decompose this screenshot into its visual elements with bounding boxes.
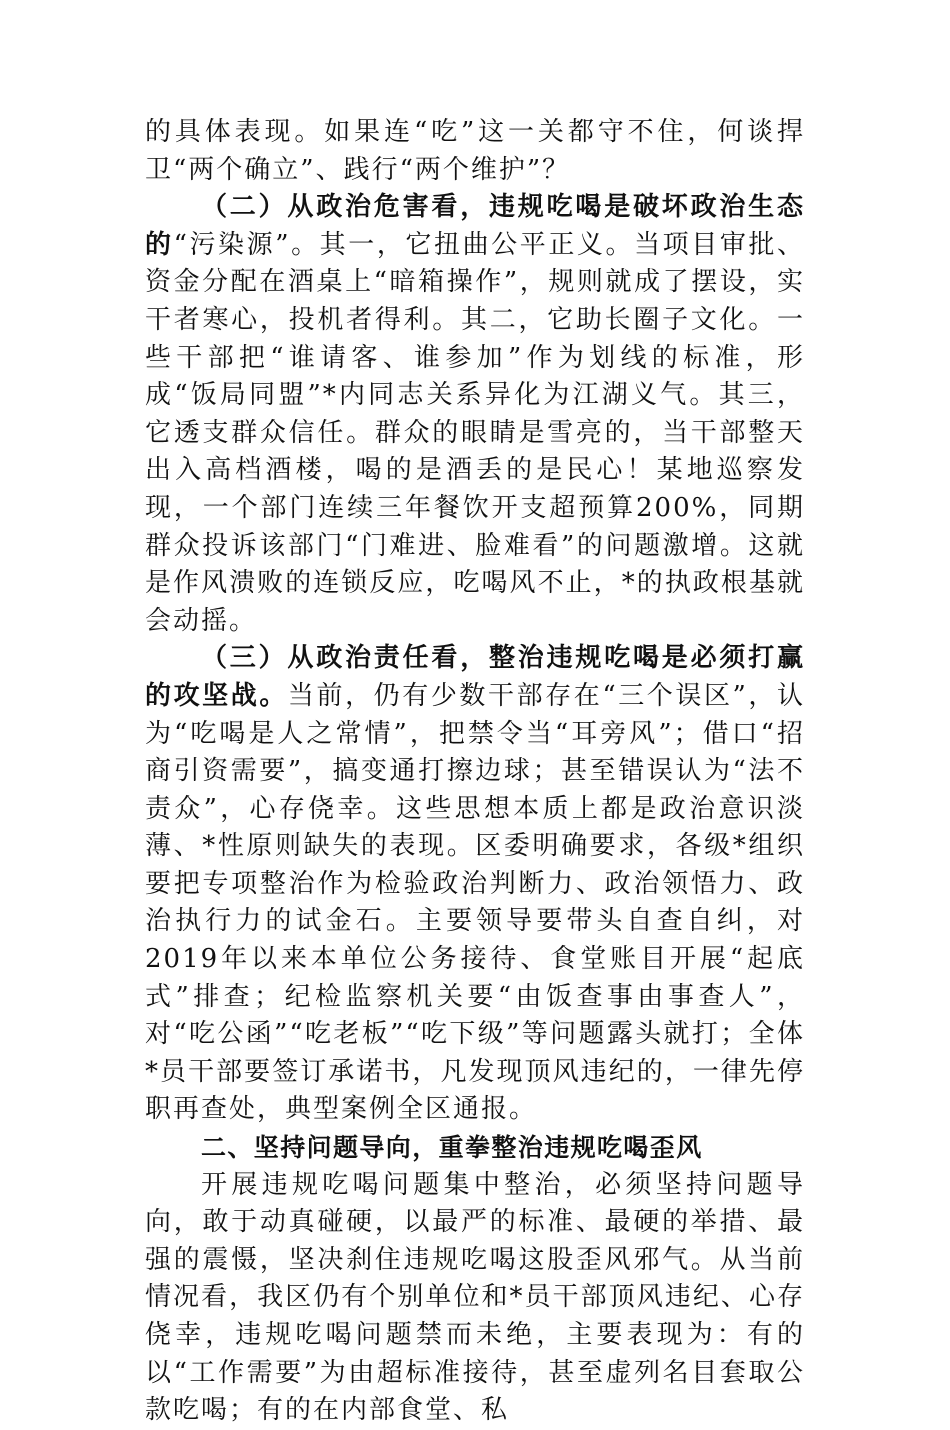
paragraph-lead-bold: （二）从政治危害看，违规吃喝是破坏政治生态的: [145, 192, 805, 260]
paragraph-political-harm: [145, 189, 805, 640]
paragraph-body-text: “污染源”。其一，它扭曲公平正义。当项目审批、资金分配在酒桌上“暗箱操作”，规则就成了摆设，实干者寒心，投机者得利。其二，它助长圈子文化。一些干部把“谁请客、谁参加”作为划线的标准，形成“饭局同盟”*内同志关系异化为江湖义气。其三，它透支群众信任。群众的眼睛是雪亮的，当干部整天出入高档酒楼，喝的是酒丢的是民心！某地巡察发现，一个部门连续三年餐饮开支超预算200%，同期群众投诉该部门“门难进、脸难看”的问题激增。这就是作风溃败的连锁反应，吃喝风不止，*的执政根基就会动摇。: [145, 229, 805, 636]
paragraph-problem-oriented: 开展违规吃喝问题集中整治，必须坚持问题导向，敢于动真碰硬，以最严的标准、最硬的举措、最强的震慑，坚决刹住违规吃喝这股歪风邪气。从当前情况看，我区仍有个别单位和*员干部顶风违纪、心存侥幸，违规吃喝问题禁而未绝，主要表现为：有的以“工作需要”为由超标准接待，甚至虚列名目套取公款吃喝；有的在内部食堂、私: [145, 1169, 805, 1426]
paragraph-body-text: 当前，仍有少数干部存在“三个误区”，认为“吃喝是人之常情”，把禁令当“耳旁风”；借口“招商引资需要”，搞变通打擦边球；甚至错误认为“法不责众”，心存侥幸。这些思想本质上都是政治意识淡薄、*性原则缺失的表现。区委明确要求，各级*组织要把专项整治作为检验政治判断力、政治领悟力、政治执行力的试金石。主要领导要带头自查自纠，对2019年以来本单位公务接待、食堂账目开展“起底式”排查；纪检监察机关要“由饭查事由事查人”，对“吃公函”“吃老板”“吃下级”等问题露头就打；全体*员干部要签订承诺书，凡发现顶风违纪的，一律先停职再查处，典型案例全区通报。: [145, 680, 805, 1125]
paragraph-continuation: 的具体表现。如果连“吃”这一关都守不住，何谈捍卫“两个确立”、践行“两个维护”？: [145, 117, 805, 185]
paragraph-lead-bold: （三）从政治责任看，整治违规吃喝是必须打赢的攻坚战。: [145, 643, 805, 711]
paragraph-political-responsibility: [145, 640, 805, 1129]
section-heading: 二、坚持问题导向，重拳整治违规吃喝歪风: [201, 1133, 703, 1163]
document-body: [145, 114, 805, 1430]
